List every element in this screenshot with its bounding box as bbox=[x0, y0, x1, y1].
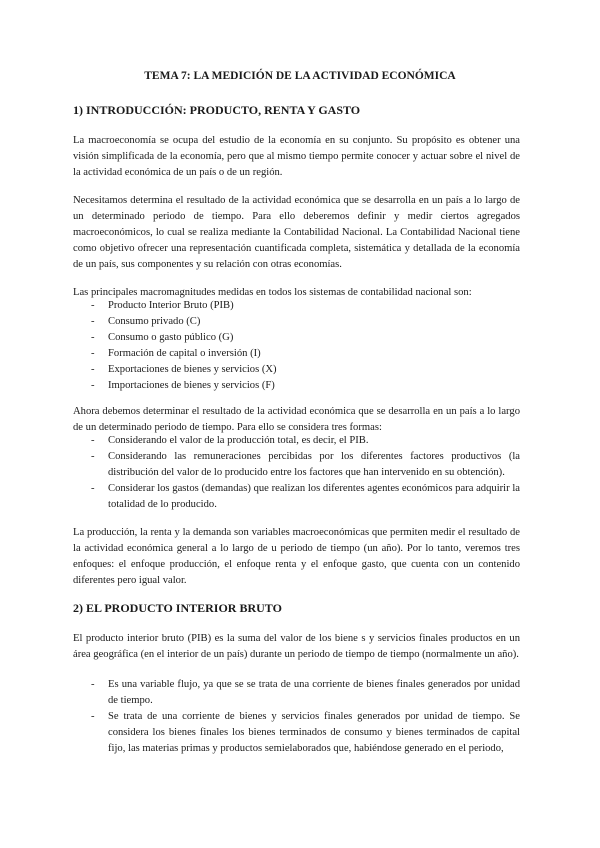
formas-list bbox=[73, 433, 520, 513]
list-item: - Producto Interior Bruto (PIB) bbox=[73, 298, 520, 314]
list-item: - Consumo privado (C) bbox=[73, 314, 520, 330]
pib-characteristics-list bbox=[73, 677, 520, 757]
list-item: - Consumo o gasto público (G) bbox=[73, 330, 520, 346]
paragraph-intro-5: La producción, la renta y la demanda son variables macroeconómicas que permiten medir el resultado de la actividad económica general a lo largo de u periodo de tiempo (un año). Por lo tanto, veremos tres enfoques: el enfoque producción, el enfoque renta y el enfoque gasto, que cuenta con un contenido diferentes pero igual valor. bbox=[73, 527, 520, 586]
paragraph-intro-2: Necesitamos determina el resultado de la actividad económica que se desarrolla en un país a lo largo de un determinado periodo de tiempo. Para ello deberemos definir y medir ciertos agregados macroeconómicos, lo cual se realiza mediante la Contabilidad Nacional. La Contabilidad Nacional tiene como objetivo ofrecer una representación cuantificada completa, sistemática y detallada de la economía de un país, sus componentes y su relación con otras economías. bbox=[73, 195, 520, 270]
paragraph-intro-3: Las principales macromagnitudes medidas en todos los sistemas de contabilidad nacional son: bbox=[73, 287, 472, 298]
paragraph-intro-1: La macroeconomía se ocupa del estudio de la economía en su conjunto. Su propósito es obtener una visión simplificada de la economía, pero que al mismo tiempo permite conocer y actuar sobre el nivel de la actividad económica de un país o de un región. bbox=[73, 135, 520, 178]
list-item: - Importaciones de bienes y servicios (F) bbox=[73, 378, 520, 394]
paragraph-pib-1: El producto interior bruto (PIB) es la suma del valor de los biene s y servicios finales productos en un área geográfica (en el interior de un país) durante un periodo de tiempo de tiempo (normalmente un año). bbox=[73, 633, 520, 660]
list-item: - Es una variable flujo, ya que se se trata de una corriente de bienes finales generados por unidad de tiempo. bbox=[73, 677, 520, 709]
list-item: - Considerando el valor de la producción total, es decir, el PIB. bbox=[73, 433, 520, 449]
macromagnitudes-list bbox=[73, 298, 520, 394]
list-item: - Considerar los gastos (demandas) que realizan los diferentes agentes económicos para adquirir la totalidad de lo producido. bbox=[73, 481, 520, 513]
list-item: - Considerando las remuneraciones percibidas por los diferentes factores productivos (la distribución del valor de lo producido entre los factores que han intervenido en su obtención). bbox=[73, 449, 520, 481]
section-heading-introduccion: 1) INTRODUCCIÓN: PRODUCTO, RENTA Y GASTO bbox=[73, 103, 361, 117]
paragraph-intro-4: Ahora debemos determinar el resultado de la actividad económica que se desarrolla en un país a lo largo de un determinado periodo de tiempo. Para ello se considera tres formas: bbox=[73, 406, 520, 433]
document-title: TEMA 7: LA MEDICIÓN DE LA ACTIVIDAD ECONÓMICA bbox=[144, 70, 456, 82]
list-item: - Formación de capital o inversión (I) bbox=[73, 346, 520, 362]
section-heading-pib: 2) EL PRODUCTO INTERIOR BRUTO bbox=[73, 601, 282, 615]
list-item: - Exportaciones de bienes y servicios (X) bbox=[73, 362, 520, 378]
list-item: - Se trata de una corriente de bienes y servicios finales generados por unidad de tiempo. Se considera los bienes finales los bienes terminados de consumo y bienes terminados de capital fijo, las materias primas y productos semielaborados que, habiéndose generado en el periodo, bbox=[73, 709, 520, 757]
